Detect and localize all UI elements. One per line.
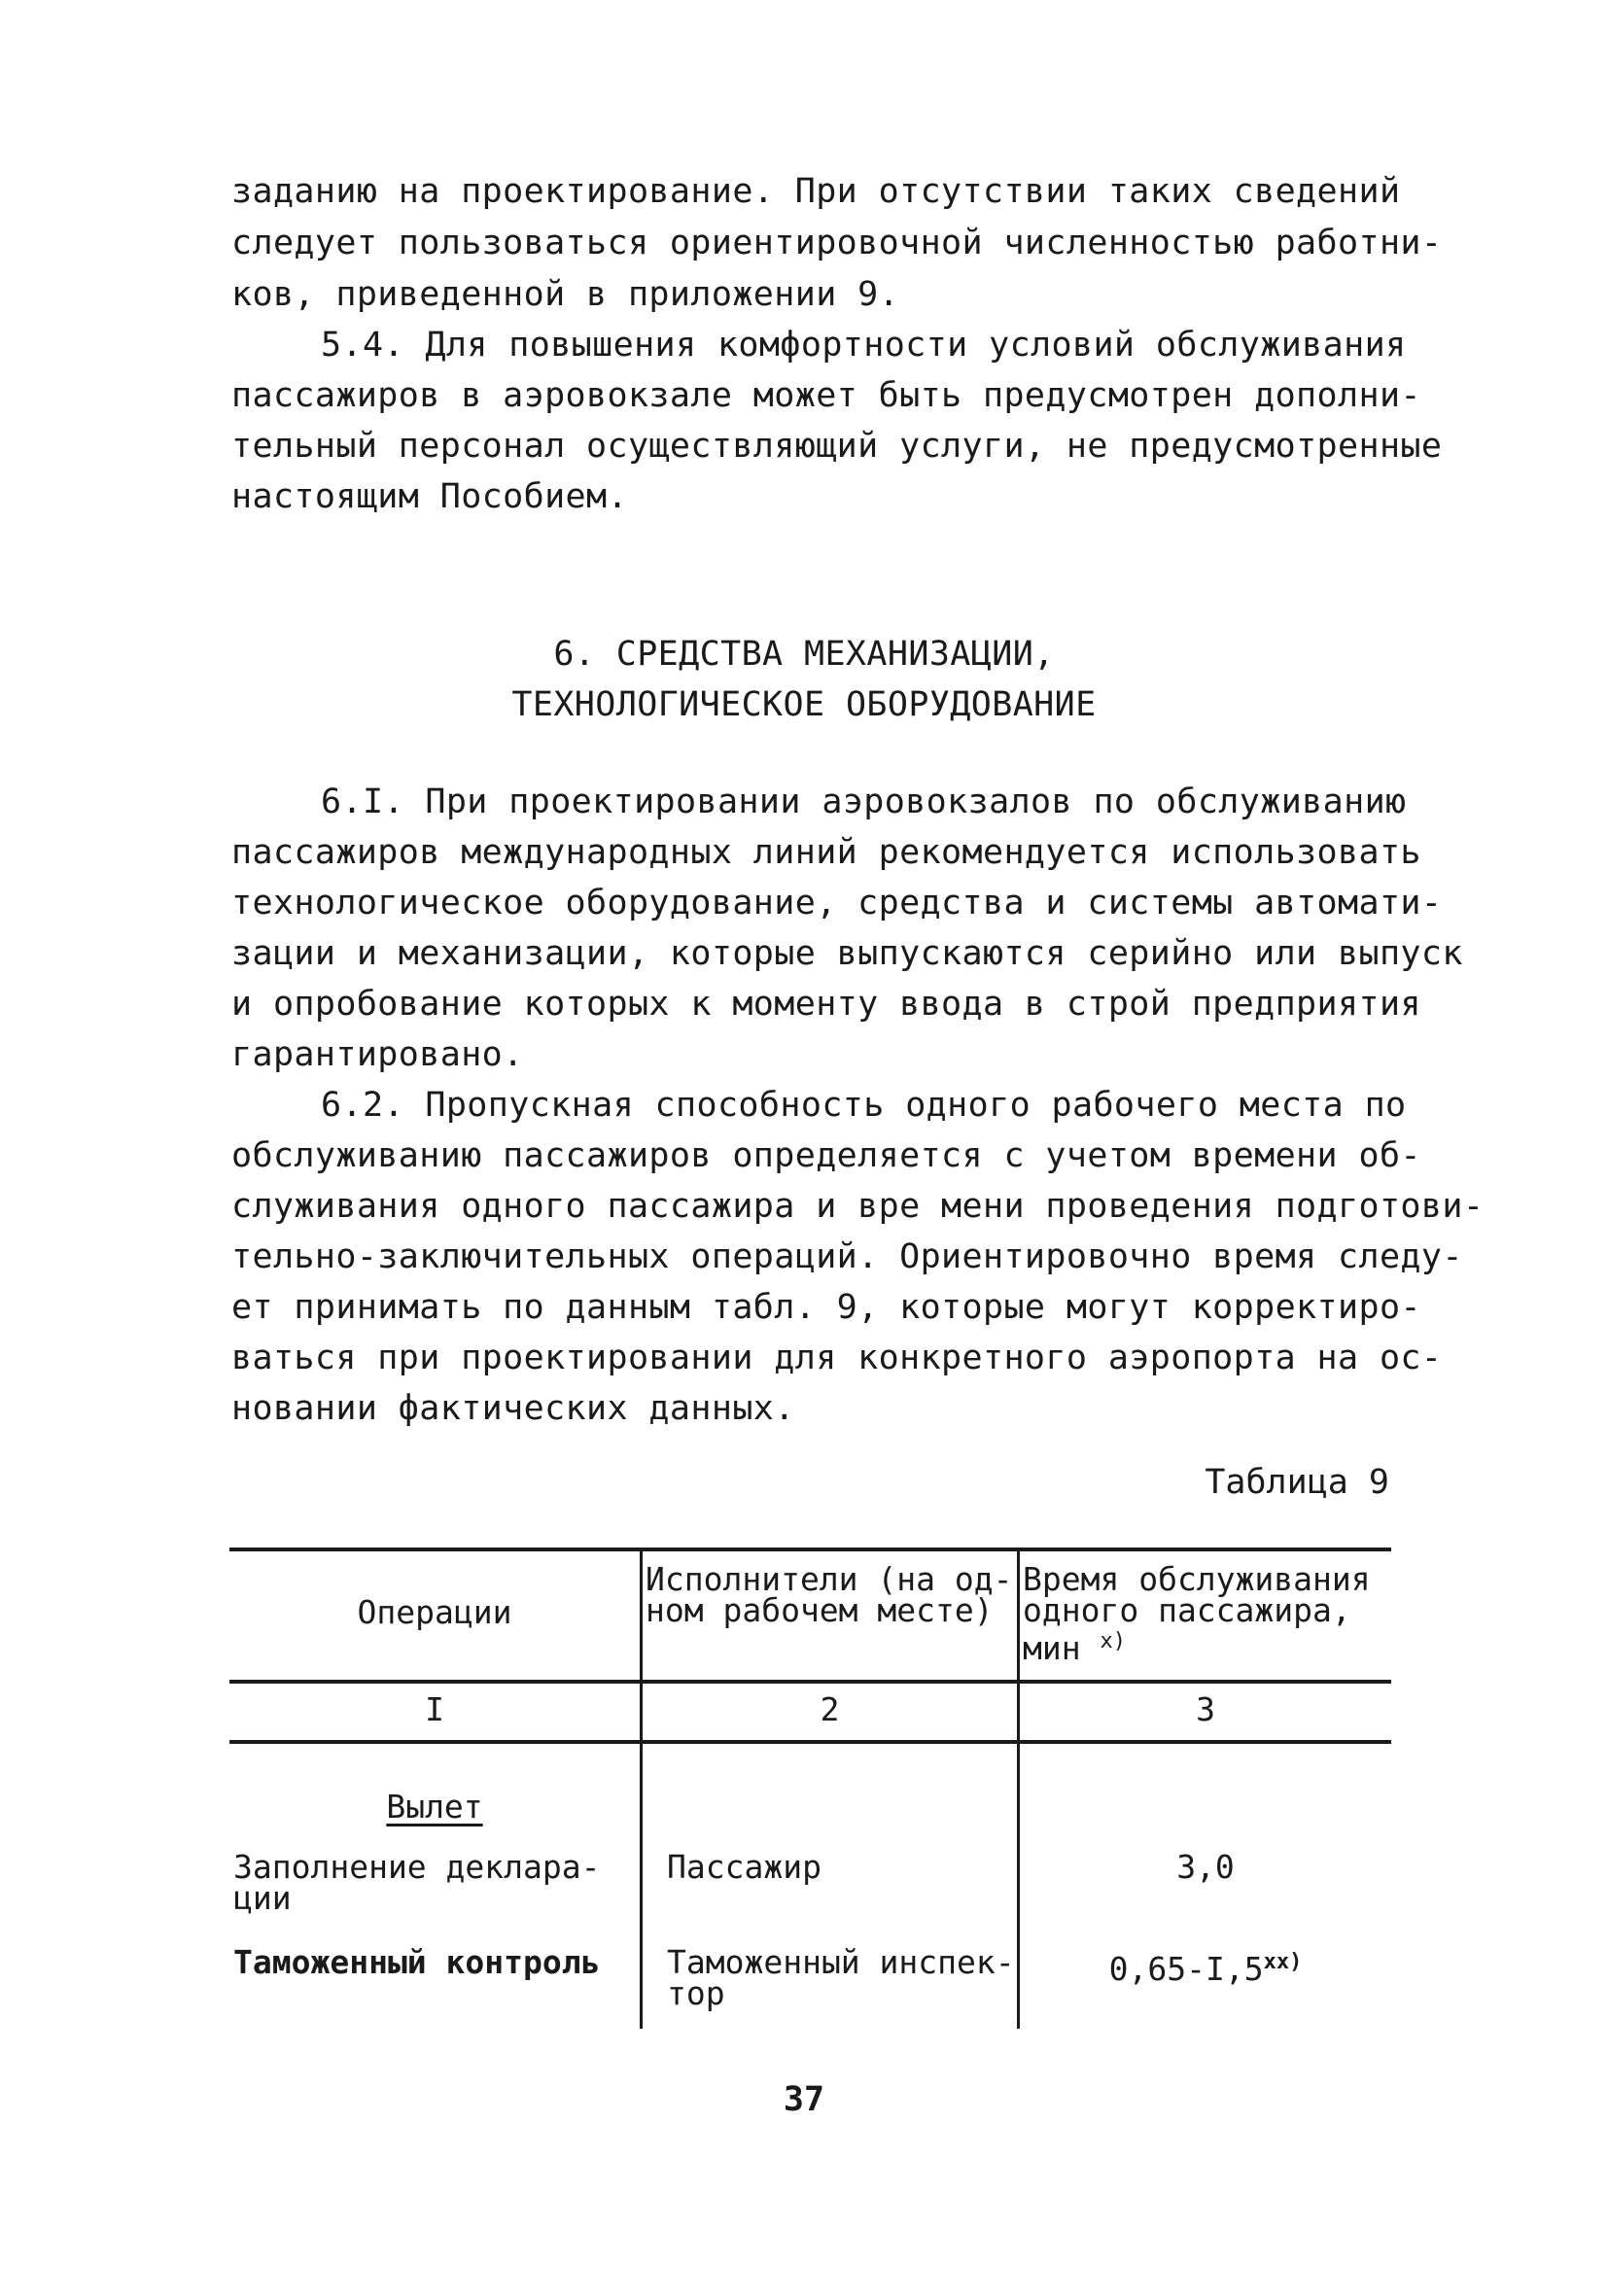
- text-line: технологическое оборудование, средства и системы автомати-: [231, 884, 1443, 922]
- table-top-rule: [229, 1548, 1391, 1551]
- row-2-operation: Таможенный контроль: [233, 1943, 601, 1981]
- row-2-performer-line-1: Таможенный инспек-: [667, 1943, 1015, 1981]
- text-line: новании фактических данных.: [231, 1389, 795, 1428]
- table-header-rule: [229, 1680, 1391, 1684]
- header-operations: Операции: [357, 1593, 512, 1631]
- header-performers-line-1: Исполнители (на од-: [646, 1560, 1013, 1598]
- header-time-unit: мин: [1023, 1629, 1081, 1667]
- column-number-2: 2: [820, 1690, 840, 1728]
- header-time-line-2: одного пассажира,: [1023, 1591, 1351, 1629]
- row-1-operation-line-1: Заполнение деклара-: [233, 1848, 601, 1886]
- text-line: ков, приведенной в приложении 9.: [231, 275, 900, 314]
- text-line: тельный персонал осуществляющий услуги, не предусмотренные: [231, 427, 1443, 466]
- text-line: тельно-заключительных операций. Ориентировочно время следу-: [231, 1237, 1463, 1276]
- header-time-footnote: х): [1100, 1629, 1126, 1653]
- section-title-line-1: 6. СРЕДСТВА МЕХАНИЗАЦИИ,: [553, 635, 1055, 674]
- text-line: заданию на проектирование. При отсутствии таких сведений: [231, 172, 1401, 211]
- text-line: пассажиров международных линий рекомендуется использовать: [231, 833, 1421, 872]
- row-2-time-footnote: хх): [1263, 1950, 1303, 1974]
- text-line: настоящим Пособием.: [231, 477, 628, 516]
- row-2-performer-line-2: тор: [667, 1974, 725, 2012]
- text-line: и опробование которых к моменту ввода в строй предприятия: [231, 985, 1421, 1024]
- text-line: следует пользоваться ориентировочной численностью работни-: [231, 224, 1443, 262]
- page-number: 37: [783, 2080, 825, 2119]
- text-line: 6.2. Пропускная способность одного рабочего места по: [321, 1086, 1407, 1125]
- text-line: обслуживанию пассажиров определяется с учетом времени об-: [231, 1136, 1421, 1175]
- table-numbers-rule: [229, 1740, 1391, 1744]
- column-number-1: I: [425, 1690, 444, 1728]
- row-1-time: 3,0: [1176, 1848, 1235, 1886]
- section-title-line-2: ТЕХНОЛОГИЧЕСКОЕ ОБОРУДОВАНИЕ: [511, 685, 1097, 724]
- table-caption: Таблица 9: [1205, 1463, 1389, 1502]
- group-title-departure: Вылет: [386, 1788, 483, 1826]
- row-2-time: [1020, 1946, 1391, 1986]
- row-1-performer: Пассажир: [667, 1848, 821, 1886]
- text-line: 5.4. Для повышения комфортности условий обслуживания: [321, 326, 1407, 365]
- text-line: служивания одного пассажира и вре мени проведения подготови-: [231, 1187, 1485, 1226]
- row-2-time-value: 0,65-I,5: [1108, 1950, 1264, 1988]
- text-line: ваться при проектировании для конкретного аэропорта на ос-: [231, 1339, 1443, 1377]
- row-1-operation-line-2: ции: [233, 1879, 292, 1917]
- text-line: ет принимать по данным табл. 9, которые могут корректиро-: [231, 1288, 1421, 1327]
- column-number-3: 3: [1196, 1690, 1215, 1728]
- table-9: [229, 1548, 1391, 2029]
- text-line: 6.I. При проектировании аэровокзалов по обслуживанию: [321, 783, 1407, 821]
- header-time-line-3: [1023, 1625, 1126, 1665]
- text-line: гарантировано.: [231, 1035, 524, 1074]
- header-time-line-1: Время обслуживания: [1023, 1560, 1371, 1598]
- table-column-rule: [640, 1548, 643, 2029]
- header-performers-line-2: ном рабочем месте): [646, 1591, 994, 1629]
- text-line: пассажиров в аэровокзале может быть предусмотрен дополни-: [231, 376, 1421, 415]
- text-line: зации и механизации, которые выпускаются серийно или выпуск: [231, 934, 1463, 973]
